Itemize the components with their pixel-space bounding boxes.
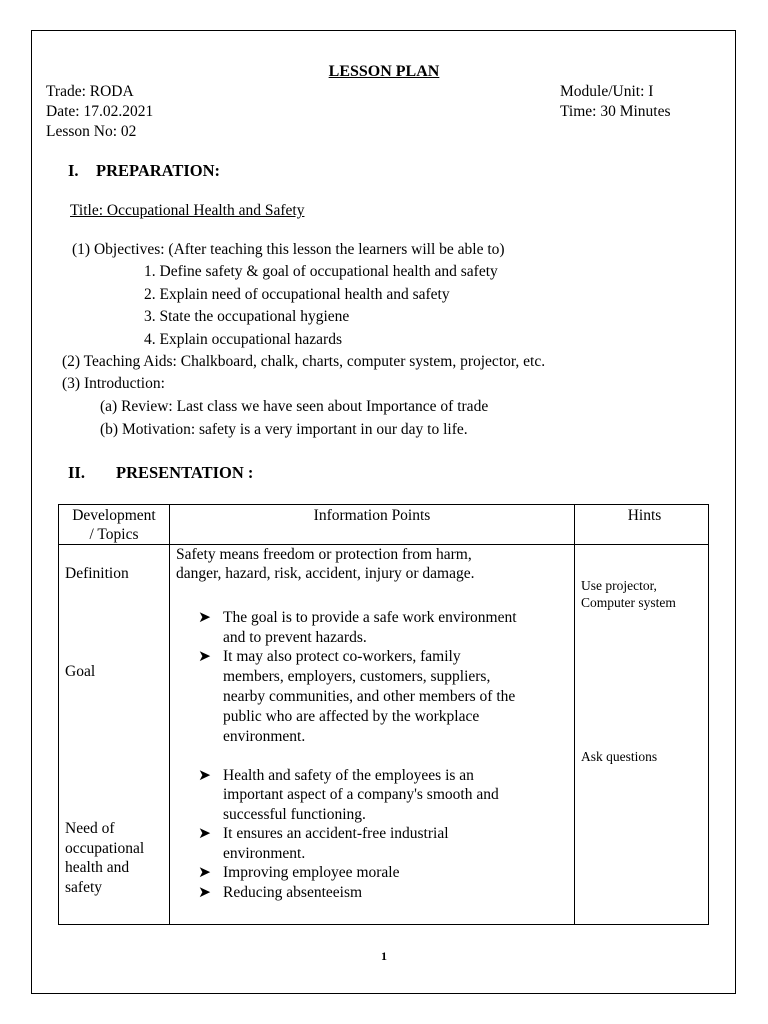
need-bullet-line: It ensures an accident-free industrial [223,825,449,842]
topic-need-line: Need of [65,820,115,837]
arrow-bullet-icon: ➤ [198,609,211,626]
lesson-no-label: Lesson No: 02 [46,123,137,140]
topics-header-line: Development [72,507,156,524]
hint-line: Computer system [581,595,676,610]
page-number: 1 [381,949,387,963]
need-bullet-line: important aspect of a company's smooth and [223,786,499,803]
definition-line: danger, hazard, risk, accident, injury or damage. [176,565,475,582]
need-bullet-line: Improving employee morale [223,864,400,881]
goal-bullet-line: public who are affected by the workplace [223,708,480,725]
arrow-bullet-icon: ➤ [198,825,211,842]
arrow-bullet-icon: ➤ [198,648,211,665]
goal-bullet-line: environment. [223,728,306,745]
info-header-label: Information Points [313,507,431,524]
topics-header [59,505,170,545]
module-label: Module/Unit: I [560,83,654,100]
presentation-table [58,504,709,925]
goal-bullet-line: It may also protect co-workers, family [223,648,461,665]
arrow-bullet-icon: ➤ [198,767,211,784]
need-bullet-line: environment. [223,845,306,862]
lesson-title: Title: Occupational Health and Safety [70,202,305,219]
presentation-heading: PRESENTATION : [116,463,254,482]
table-header-row [59,505,709,545]
arrow-bullet-icon: ➤ [198,864,211,881]
objectives-label: (1) Objectives: (After teaching this lesson the learners will be able to) [72,241,505,258]
motivation-text: (b) Motivation: safety is a very important in our day to life. [100,421,468,438]
date-label: Date: 17.02.2021 [46,103,154,120]
time-label: Time: 30 Minutes [560,103,671,120]
goal-bullet-line: members, employers, customers, suppliers, [223,668,491,685]
arrow-bullet-icon: ➤ [198,884,211,901]
definition-line: Safety means freedom or protection from harm, [176,546,472,563]
topic-need-line: occupational [65,840,145,857]
need-bullet-line: Reducing absenteeism [223,884,363,901]
review-text: (a) Review: Last class we have seen about Importance of trade [100,398,489,415]
info-cell [170,545,575,925]
topic-definition: Definition [65,565,129,582]
need-bullet-line: Health and safety of the employees is an [223,767,474,784]
goal-bullet-line: The goal is to provide a safe work environment [223,609,517,626]
presentation-number: II. [68,463,85,482]
table-row [59,545,709,925]
document-title: LESSON PLAN [328,63,440,80]
preparation-number: I. [68,161,79,180]
topic-need-line: health and [65,859,130,876]
hints-cell [575,545,709,925]
trade-label: Trade: RODA [46,83,134,100]
teaching-aids: (2) Teaching Aids: Chalkboard, chalk, charts, computer system, projector, etc. [62,353,546,370]
topics-cell [59,545,170,925]
objective-item: 2. Explain need of occupational health and safety [144,286,450,303]
hint-line: Ask questions [581,749,658,764]
info-header [170,505,575,545]
hint-line: Use projector, [581,578,657,593]
topics-header-line: / Topics [89,526,139,543]
preparation-heading: PREPARATION: [96,161,221,180]
objective-item: 3. State the occupational hygiene [144,308,350,325]
introduction-label: (3) Introduction: [62,375,165,392]
goal-bullet-line: nearby communities, and other members of the [223,688,516,705]
objective-item: 1. Define safety & goal of occupational health and safety [144,263,498,280]
objective-item: 4. Explain occupational hazards [144,331,342,348]
hints-header [575,505,709,545]
need-bullet-line: successful functioning. [223,806,366,823]
topic-need-line: safety [65,879,103,896]
topic-goal: Goal [65,663,96,680]
goal-bullet-line: and to prevent hazards. [223,629,367,646]
hints-header-label: Hints [627,507,662,524]
